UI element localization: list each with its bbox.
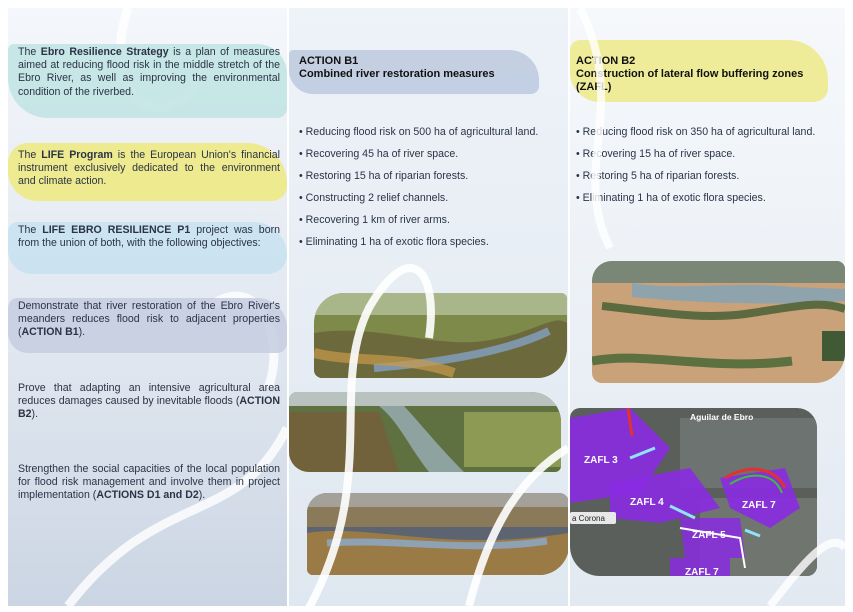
intro-paragraph-life: The LIFE Program is the European Union's financial instrument exclusively dedicated to the environment and climate action. xyxy=(18,149,281,188)
list-item: • Reducing flood risk on 500 ha of agricultural land. xyxy=(299,126,561,139)
list-item: • Recovering 1 km of river arms. xyxy=(299,214,561,227)
zone-label-zafl3: ZAFL 3 xyxy=(584,455,618,466)
project-name: LIFE EBRO RESILIENCE P1 xyxy=(42,224,191,236)
decorative-swirl xyxy=(289,8,568,606)
action-b2-panel xyxy=(570,8,845,606)
objective-b2: Prove that adapting an intensive agricultural area reduces damages caused by inevitable floods (ACTION B2). xyxy=(18,382,280,421)
action-b1-title: ACTION B1 Combined river restoration measures xyxy=(299,55,495,80)
list-item: • Constructing 2 relief channels. xyxy=(299,192,561,205)
list-item: • Restoring 15 ha of riparian forests. xyxy=(299,170,561,183)
list-item: • Recovering 15 ha of river space. xyxy=(576,148,838,161)
intro-paragraph-strategy: The Ebro Resilience Strategy is a plan of measures aimed at reducing flood risk in the middle stretch of the Ebro River, as well as improving the environmental condition of the riverbed. xyxy=(18,46,280,98)
list-item: • Eliminating 1 ha of exotic flora species. xyxy=(299,236,561,249)
list-item: • Eliminating 1 ha of exotic flora species. xyxy=(576,192,838,205)
place-label-corona: a Corona xyxy=(572,514,605,523)
list-item: • Reducing flood risk on 350 ha of agricultural land. xyxy=(576,126,838,139)
list-item: • Recovering 45 ha of river space. xyxy=(299,148,561,161)
zone-label-zafl5: ZAFL 5 xyxy=(692,530,726,541)
decorative-swirl xyxy=(570,8,845,606)
zone-label-zafl7: ZAFL 7 xyxy=(742,500,776,511)
objective-b1: Demonstrate that river restoration of the Ebro River's meanders reduces flood risk to adjacent properties (ACTION B1). xyxy=(18,300,280,339)
intro-paragraph-project: The LIFE EBRO RESILIENCE P1 project was born from the union of both, with the following objectives: xyxy=(18,224,281,250)
intro-panel xyxy=(8,8,287,606)
action-b1-panel xyxy=(289,8,568,606)
place-label-aguilar: Aguilar de Ebro xyxy=(690,412,754,422)
objective-d1-d2: Strengthen the social capacities of the local population for flood risk management and involve them in project implementation (ACTIONS D1 and D2). xyxy=(18,463,280,502)
zone-label-zafl4: ZAFL 4 xyxy=(630,497,664,508)
program-name: LIFE Program xyxy=(41,149,113,161)
zone-label-zafl7-lower: ZAFL 7 xyxy=(685,567,719,576)
strategy-name: Ebro Resilience Strategy xyxy=(40,46,169,58)
list-item: • Restoring 5 ha of riparian forests. xyxy=(576,170,838,183)
action-b2-title: ACTION B2 Construction of lateral flow buffering zones (ZAFL) xyxy=(576,55,804,93)
